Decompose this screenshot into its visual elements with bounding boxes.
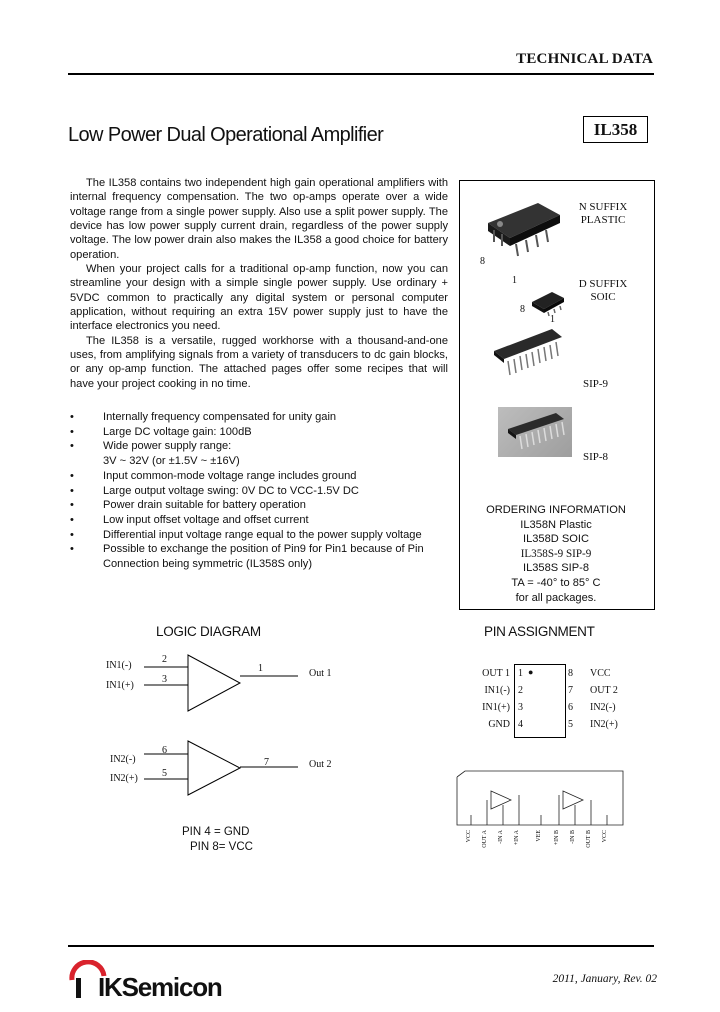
pin8-vcc-note: PIN 8= VCC [190, 841, 253, 853]
pin3-label: 3 [162, 674, 167, 685]
pin-left-num: 1 [518, 668, 523, 679]
feature-item: 3V ~ 32V (or ±1.5V ~ ±16V) [103, 455, 240, 468]
page-title: Low Power Dual Operational Amplifier [68, 124, 384, 146]
pin-left-num: 3 [518, 702, 523, 713]
feature-item: • Power drain suitable for battery operation [70, 498, 450, 513]
pin-right-num: 7 [568, 685, 573, 696]
dip-pin8-label: 8 [480, 256, 485, 267]
feature-item: Connection being symmetric (IL358S only) [103, 558, 313, 571]
description-paragraph: The IL358 contains two independent high gain operational amplifiers with internal frequency compensation. The two op-amps operate over a wide voltage range from a single power supply. Also use a split power supply. The device has low power supply current drain, regardless of the power supply voltage. The low power drain also makes the IL358 a good choice for battery operation. [70, 177, 448, 261]
pin-right-name: IN2(-) [590, 702, 616, 713]
pin-left-name: IN1(+) [482, 702, 510, 713]
feature-item: • Possible to exchange the position of Pin9 for Pin1 because of Pin [70, 542, 450, 557]
dip-pin1-label: 1 [512, 275, 517, 286]
sip-pin-label: -IN A [498, 830, 504, 844]
pin-left-num: 4 [518, 719, 523, 730]
ordering-info [459, 503, 653, 605]
sip-pin-label: +IN A [514, 830, 520, 846]
feature-item: • Internally frequency compensated for unity gain [70, 410, 450, 425]
sip-pin-label: OUT B [586, 830, 592, 848]
sip-schematic [455, 765, 630, 830]
sip9-label: SIP-9 [583, 378, 609, 390]
pin2-label: 2 [162, 654, 167, 665]
header-title: TECHNICAL DATA [516, 51, 653, 67]
in2-minus-label: IN2(-) [110, 754, 136, 765]
dip-package-image [478, 198, 568, 268]
description-paragraph: The IL358 is a versatile, rugged workhorse with a thousand-and-one uses, from amplifying signals from a variety of transducers to dc gain blocks, or any op-amp function. The attached pages offer some recipes that will have your project cooking in no time. [70, 334, 448, 390]
header-rule [68, 73, 654, 75]
pin-right-name: IN2(+) [590, 719, 618, 730]
feature-item: • Differential input voltage range equal to the power supply voltage [70, 528, 450, 543]
in1-minus-label: IN1(-) [106, 660, 132, 671]
pin1-label: 1 [258, 663, 263, 674]
pin5-label: 5 [162, 768, 167, 779]
pin-right-num: 8 [568, 668, 573, 679]
pin-right-name: OUT 2 [590, 685, 618, 696]
pin4-gnd-note: PIN 4 = GND [182, 826, 250, 838]
ordering-line: TA = -40° to 85° C [511, 576, 601, 589]
soic-text: SOIC [590, 291, 616, 303]
sip-pin-label: VCC [466, 830, 472, 843]
ordering-line: for all packages. [515, 591, 597, 604]
ordering-title: ORDERING INFORMATION [486, 504, 626, 516]
sip-pin-label: VEE [536, 830, 542, 842]
footer-rule [68, 945, 654, 947]
in2-plus-label: IN2(+) [110, 773, 138, 784]
sip9-package-image [490, 325, 570, 385]
pin-left-name: IN1(-) [484, 685, 510, 696]
soic-pin1-label: 1 [550, 314, 555, 325]
sip-pin-label: VCC [602, 830, 608, 843]
out1-label: Out 1 [309, 668, 332, 679]
out2-label: Out 2 [309, 759, 332, 770]
feature-item: • Low input offset voltage and offset current [70, 513, 450, 528]
feature-item: • Large DC voltage gain: 100dB [70, 425, 450, 440]
description [70, 176, 448, 391]
sip-pin-labels [462, 830, 632, 850]
n-suffix-label [568, 201, 638, 227]
ordering-line: IL358S-9 SIP-9 [520, 547, 592, 560]
ordering-line: IL358S SIP-8 [523, 562, 589, 575]
n-suffix-text: N SUFFIX [578, 201, 628, 213]
sip8-label: SIP-8 [583, 451, 609, 463]
pin-right-name: VCC [590, 668, 611, 679]
pin1-dot-icon: ● [528, 667, 534, 677]
opamp2-triangle [188, 741, 240, 795]
feature-item: • Input common-mode voltage range includes ground [70, 469, 450, 484]
opamp1-triangle [188, 655, 240, 711]
feature-item: • Large output voltage swing: 0V DC to VCC-1.5V DC [70, 484, 450, 499]
plastic-text: PLASTIC [580, 214, 626, 226]
pin7-label: 7 [264, 757, 269, 768]
description-paragraph: When your project calls for a traditional op-amp function, now you can streamline your design with a simple single power supply. Use ordinary + 5VDC common to practically any digital system or personal computer application, without requiring an extra 15V power supply just to have the interface electronics you need. [70, 263, 448, 333]
logic-diagram-title: LOGIC DIAGRAM [156, 624, 261, 639]
pin-right-num: 5 [568, 719, 573, 730]
pin-left-name: GND [488, 719, 510, 730]
pin-left-num: 2 [518, 685, 523, 696]
d-suffix-label [568, 278, 638, 304]
pin-right-num: 6 [568, 702, 573, 713]
feature-list [70, 410, 450, 572]
sip8-package-image [498, 407, 572, 457]
sip-pin-label: +IN B [554, 830, 560, 846]
soic-pin8-label: 8 [520, 304, 525, 315]
sip-pin-label: OUT A [482, 830, 488, 848]
ordering-line: IL358N Plastic [520, 518, 592, 531]
part-number-box: IL358 [583, 116, 648, 143]
sip-pin-label: -IN B [570, 830, 576, 844]
pin-left-name: OUT 1 [482, 668, 510, 679]
in1-plus-label: IN1(+) [106, 680, 134, 691]
pin6-label: 6 [162, 745, 167, 756]
soic-package-image [528, 288, 568, 318]
iksemicon-logo [68, 960, 258, 1000]
pin-assignment-title: PIN ASSIGNMENT [484, 624, 595, 639]
ordering-line: IL358D SOIC [523, 533, 589, 546]
logo-text: IKSemicon [98, 972, 222, 1002]
feature-item: • Wide power supply range: [70, 439, 450, 454]
d-suffix-text: D SUFFIX [578, 278, 628, 290]
revision-date: 2011, January, Rev. 02 [552, 973, 657, 985]
